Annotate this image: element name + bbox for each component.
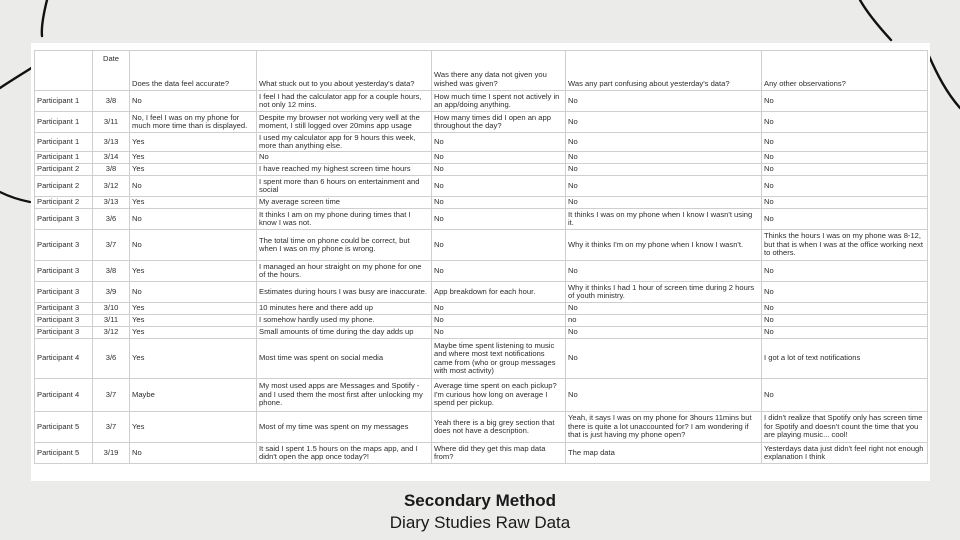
table-cell: No bbox=[130, 230, 257, 261]
table-cell: No bbox=[762, 176, 928, 197]
table-cell: No bbox=[432, 209, 566, 230]
table-cell: No bbox=[762, 91, 928, 112]
table-cell: No bbox=[762, 164, 928, 176]
table-cell: 3/7 bbox=[93, 412, 130, 443]
table-row bbox=[35, 327, 928, 339]
table-cell: Participant 3 bbox=[35, 282, 93, 303]
table-cell: Why it thinks I had 1 hour of screen time during 2 hours of youth ministry. bbox=[566, 282, 762, 303]
table-cell: Participant 3 bbox=[35, 315, 93, 327]
table-cell: Participant 4 bbox=[35, 339, 93, 379]
table-row bbox=[35, 164, 928, 176]
diary-table bbox=[34, 50, 928, 464]
table-cell: Thinks the hours I was on my phone was 8-12, but that is when I was at the office working next to others. bbox=[762, 230, 928, 261]
table-cell: My average screen time bbox=[257, 197, 432, 209]
table-cell: No bbox=[566, 91, 762, 112]
table-cell: 3/8 bbox=[93, 164, 130, 176]
table-cell: App breakdown for each hour. bbox=[432, 282, 566, 303]
table-cell: Most time was spent on social media bbox=[257, 339, 432, 379]
table-cell: No bbox=[566, 327, 762, 339]
table-cell: No bbox=[762, 152, 928, 164]
table-cell: no bbox=[566, 315, 762, 327]
table-cell: I managed an hour straight on my phone for one of the hours. bbox=[257, 261, 432, 282]
table-cell: 3/6 bbox=[93, 339, 130, 379]
table-cell: Estimates during hours I was busy are inaccurate. bbox=[257, 282, 432, 303]
table-row bbox=[35, 339, 928, 379]
table-row bbox=[35, 230, 928, 261]
table-cell: 3/8 bbox=[93, 261, 130, 282]
table-cell: My most used apps are Messages and Spotify - and I used them the most first after unlocking my phone. bbox=[257, 379, 432, 412]
table-cell: I spent more than 6 hours on entertainment and social bbox=[257, 176, 432, 197]
table-cell: No bbox=[130, 91, 257, 112]
header-cell-stuck-out: What stuck out to you about yesterday's data? bbox=[257, 51, 432, 91]
table-cell: Participant 3 bbox=[35, 303, 93, 315]
table-cell: How much time I spent not actively in an app/doing anything. bbox=[432, 91, 566, 112]
table-cell: No bbox=[566, 176, 762, 197]
table-cell: How many times did I open an app throughout the day? bbox=[432, 112, 566, 133]
table-row bbox=[35, 176, 928, 197]
table-cell: Yes bbox=[130, 152, 257, 164]
table-cell: No bbox=[566, 261, 762, 282]
table-cell: 3/8 bbox=[93, 91, 130, 112]
table-cell: No bbox=[566, 152, 762, 164]
table-cell: Participant 3 bbox=[35, 327, 93, 339]
table-cell: Why it thinks I'm on my phone when I know I wasn't. bbox=[566, 230, 762, 261]
slide-title: Secondary Method bbox=[403, 491, 557, 510]
table-cell: 3/11 bbox=[93, 315, 130, 327]
header-cell bbox=[35, 51, 93, 91]
table-cell: No bbox=[432, 261, 566, 282]
table-cell: No bbox=[566, 379, 762, 412]
table-cell: No bbox=[566, 197, 762, 209]
table-cell: No bbox=[566, 112, 762, 133]
table-cell: 3/13 bbox=[93, 197, 130, 209]
table-cell: Average time spent on each pickup? I'm curious how long on average I spend per pickup. bbox=[432, 379, 566, 412]
table-cell: No bbox=[566, 303, 762, 315]
table-cell: Participant 5 bbox=[35, 443, 93, 464]
table-cell: Participant 3 bbox=[35, 230, 93, 261]
table-cell: No bbox=[762, 379, 928, 412]
table-cell: No bbox=[566, 339, 762, 379]
table-cell: Participant 2 bbox=[35, 176, 93, 197]
table-row bbox=[35, 133, 928, 152]
table-cell: No bbox=[432, 152, 566, 164]
table-cell: Participant 3 bbox=[35, 261, 93, 282]
table-cell: Despite my browser not working very well at the moment, I still logged over 20mins app usage bbox=[257, 112, 432, 133]
table-cell: Participant 1 bbox=[35, 152, 93, 164]
table-cell: No bbox=[432, 164, 566, 176]
table-cell: 3/10 bbox=[93, 303, 130, 315]
table-cell: No bbox=[762, 197, 928, 209]
header-cell-confusing: Was any part confusing about yesterday's data? bbox=[566, 51, 762, 91]
table-cell: Participant 2 bbox=[35, 197, 93, 209]
table-cell: No bbox=[566, 133, 762, 152]
table-cell: I feel I had the calculator app for a couple hours, not only 12 mins. bbox=[257, 91, 432, 112]
table-cell: No bbox=[257, 152, 432, 164]
table-cell: 3/12 bbox=[93, 176, 130, 197]
header-row bbox=[35, 51, 928, 91]
table-cell: No bbox=[432, 176, 566, 197]
table-cell: Yes bbox=[130, 164, 257, 176]
table-cell: No bbox=[432, 133, 566, 152]
table-row bbox=[35, 412, 928, 443]
table-cell: It thinks I am on my phone during times that I know I was not. bbox=[257, 209, 432, 230]
table-cell: Yes bbox=[130, 303, 257, 315]
table-cell: I got a lot of text notifications bbox=[762, 339, 928, 379]
table-cell: Yes bbox=[130, 197, 257, 209]
table-cell: Yeah there is a big grey section that does not have a description. bbox=[432, 412, 566, 443]
table-cell: I used my calculator app for 9 hours this week, more than anything else. bbox=[257, 133, 432, 152]
table-cell: No bbox=[130, 176, 257, 197]
table-cell: 3/12 bbox=[93, 327, 130, 339]
table-cell: No bbox=[762, 133, 928, 152]
table-row bbox=[35, 303, 928, 315]
table-cell: No bbox=[432, 327, 566, 339]
table-cell: It said I spent 1.5 hours on the maps app, and I didn't open the app once today?! bbox=[257, 443, 432, 464]
header-cell-observations: Any other observations? bbox=[762, 51, 928, 91]
table-cell: Most of my time was spent on my messages bbox=[257, 412, 432, 443]
table-cell: Yes bbox=[130, 315, 257, 327]
table-cell: No bbox=[762, 261, 928, 282]
table-cell: I didn't realize that Spotify only has screen time for Spotify and doesn't count the time that you are playing music... cool! bbox=[762, 412, 928, 443]
table-row bbox=[35, 91, 928, 112]
header-cell-date: Date bbox=[93, 51, 130, 91]
table-cell: 3/6 bbox=[93, 209, 130, 230]
table-cell: No, I feel I was on my phone for much more time than is displayed. bbox=[130, 112, 257, 133]
table-cell: No bbox=[762, 112, 928, 133]
diary-data-sheet bbox=[31, 43, 930, 481]
table-cell: Yeah, it says I was on my phone for 3hours 11mins but there is quite a lot unaccounted for? I am wondering if that is just having my phone open? bbox=[566, 412, 762, 443]
table-cell: No bbox=[130, 282, 257, 303]
table-row bbox=[35, 315, 928, 327]
table-cell: No bbox=[762, 327, 928, 339]
table-cell: 3/19 bbox=[93, 443, 130, 464]
table-row bbox=[35, 282, 928, 303]
table-cell: Yesterdays data just didn't feel right not enough explanation I think bbox=[762, 443, 928, 464]
table-cell: No bbox=[762, 282, 928, 303]
table-row bbox=[35, 379, 928, 412]
table-cell: The map data bbox=[566, 443, 762, 464]
table-cell: Participant 1 bbox=[35, 133, 93, 152]
table-cell: No bbox=[762, 209, 928, 230]
table-cell: Participant 2 bbox=[35, 164, 93, 176]
table-cell: Yes bbox=[130, 261, 257, 282]
table-row bbox=[35, 261, 928, 282]
table-cell: No bbox=[130, 443, 257, 464]
table-cell: Participant 4 bbox=[35, 379, 93, 412]
table-row bbox=[35, 197, 928, 209]
table-cell: 3/11 bbox=[93, 112, 130, 133]
table-cell: Yes bbox=[130, 412, 257, 443]
table-cell: Where did they get this map data from? bbox=[432, 443, 566, 464]
table-cell: 10 minutes here and there add up bbox=[257, 303, 432, 315]
table-cell: Participant 3 bbox=[35, 209, 93, 230]
table-cell: Participant 1 bbox=[35, 91, 93, 112]
table-cell: The total time on phone could be correct, but when I was on my phone is wrong. bbox=[257, 230, 432, 261]
table-cell: Maybe time spent listening to music and where most text notifications came from (who or group messages with most activity) bbox=[432, 339, 566, 379]
slide-subtitle: Diary Studies Raw Data bbox=[389, 513, 571, 532]
table-cell: 3/9 bbox=[93, 282, 130, 303]
table-cell: No bbox=[762, 315, 928, 327]
table-cell: Yes bbox=[130, 133, 257, 152]
table-cell: No bbox=[432, 197, 566, 209]
table-cell: 3/7 bbox=[93, 230, 130, 261]
table-cell: No bbox=[432, 230, 566, 261]
table-row bbox=[35, 112, 928, 133]
table-cell: I have reached my highest screen time hours bbox=[257, 164, 432, 176]
table-cell: Small amounts of time during the day adds up bbox=[257, 327, 432, 339]
table-cell: No bbox=[130, 209, 257, 230]
table-cell: Yes bbox=[130, 339, 257, 379]
table-cell: No bbox=[566, 164, 762, 176]
header-cell-accurate: Does the data feel accurate? bbox=[130, 51, 257, 91]
table-row bbox=[35, 209, 928, 230]
table-cell: I somehow hardly used my phone. bbox=[257, 315, 432, 327]
table-row bbox=[35, 152, 928, 164]
table-cell: 3/7 bbox=[93, 379, 130, 412]
table-cell: Yes bbox=[130, 327, 257, 339]
table-cell: 3/14 bbox=[93, 152, 130, 164]
table-cell: No bbox=[762, 303, 928, 315]
table-cell: It thinks I was on my phone when I know I wasn't using it. bbox=[566, 209, 762, 230]
table-cell: No bbox=[432, 303, 566, 315]
table-cell: Participant 1 bbox=[35, 112, 93, 133]
table-cell: 3/13 bbox=[93, 133, 130, 152]
header-cell-missing-data: Was there any data not given you wished was given? bbox=[432, 51, 566, 91]
table-cell: No bbox=[432, 315, 566, 327]
table-cell: Maybe bbox=[130, 379, 257, 412]
table-cell: Participant 5 bbox=[35, 412, 93, 443]
table-row bbox=[35, 443, 928, 464]
